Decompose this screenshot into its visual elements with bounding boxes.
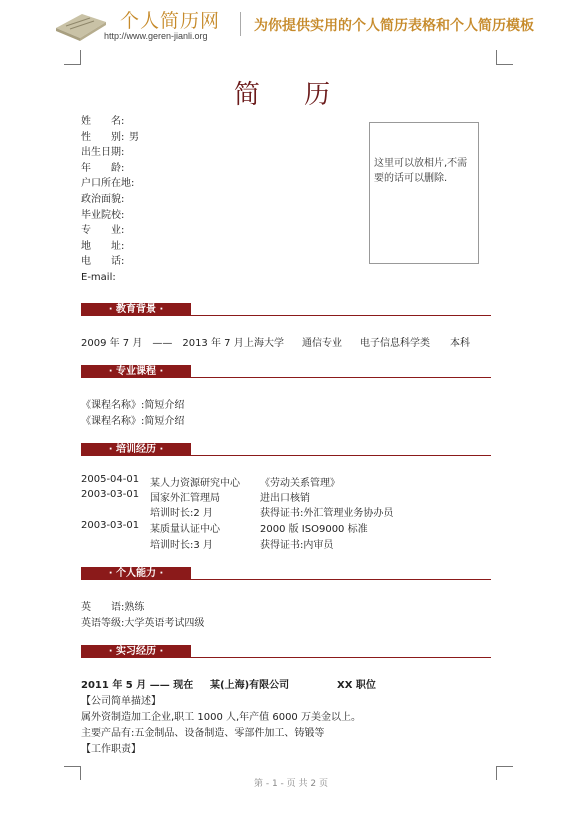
section-skills <box>81 566 491 580</box>
training-content: 进出口核销 <box>260 493 310 504</box>
training-org: 某质量认证中心 <box>150 524 220 535</box>
info-row-political: 政治面貌: <box>81 193 125 205</box>
training-duration: 培训时长:3 月 <box>150 540 213 551</box>
course-item: 《课程名称》:简短介绍 <box>81 400 185 411</box>
photo-note: 这里可以放相片,不需要的话可以删除. <box>374 158 468 184</box>
internship-line: 属外资制造加工企业,职工 1000 人,年产值 6000 万美金以上。 <box>81 712 361 723</box>
section-internship <box>81 644 491 658</box>
education-degree: 本科 <box>450 338 470 349</box>
training-duration: 培训时长:2 月 <box>150 508 213 519</box>
info-row-phone: 电 话: <box>81 256 125 268</box>
internship-company: 某(上海)有限公司 <box>210 680 290 691</box>
site-slogan: 为你提供实用的个人简历表格和个人简历模板 <box>254 18 534 34</box>
info-row-school: 毕业院校: <box>81 209 125 221</box>
education-school: 上海大学 <box>244 338 284 349</box>
skill-item: 英语等级:大学英语考试四级 <box>81 618 205 629</box>
personal-info <box>81 114 139 286</box>
page-number: 第 - 1 - 页 共 2 页 <box>254 779 328 789</box>
internship-line: 【公司简单描述】 <box>81 696 161 707</box>
crop-mark <box>496 766 513 767</box>
training-content: 《劳动关系管理》 <box>260 478 340 489</box>
training-date: 2005-04-01 <box>81 474 140 485</box>
section-education <box>81 302 491 316</box>
training-org: 国家外汇管理局 <box>150 493 220 504</box>
crop-mark <box>64 64 81 65</box>
crop-mark <box>496 50 497 64</box>
training-content: 2000 版 ISO9000 标准 <box>260 524 368 535</box>
info-row-address: 地 址: <box>81 240 125 252</box>
education-major: 通信专业 <box>302 338 342 349</box>
skill-item: 英 语:熟练 <box>81 602 145 613</box>
section-training <box>81 442 491 456</box>
crop-mark <box>64 766 81 767</box>
section-courses-title: · 专业课程 · <box>81 365 191 378</box>
photo-box[interactable] <box>369 122 479 264</box>
site-logo <box>52 6 110 42</box>
internship-period: 2011 年 5 月 —— 现在 <box>81 680 194 691</box>
internship-position: XX 职位 <box>337 680 376 691</box>
site-url[interactable]: http://www.geren-jianli.org <box>104 31 208 41</box>
document-title: 简 历 <box>233 80 349 110</box>
info-row-birthdate: 出生日期: <box>81 147 125 159</box>
section-skills-title: · 个人能力 · <box>81 567 191 580</box>
internship-line: 主要产品有:五金制品、设备制造、零部件加工、铸锻等 <box>81 728 325 739</box>
header-divider <box>240 12 241 36</box>
section-internship-title: · 实习经历 · <box>81 645 191 658</box>
info-row-hukou: 户口所在地: <box>81 178 135 190</box>
crop-mark <box>496 64 513 65</box>
education-dept: 电子信息科学类 <box>360 338 430 349</box>
site-name: 个人简历网 <box>120 10 221 32</box>
info-row-email: E-mail: <box>81 271 116 283</box>
section-courses <box>81 364 491 378</box>
training-certificate: 获得证书:外汇管理业务协办员 <box>260 508 394 519</box>
section-training-title: · 培训经历 · <box>81 443 191 456</box>
info-row-age: 年 龄: <box>81 162 125 174</box>
section-education-title: · 教育背景 · <box>81 303 191 316</box>
info-row-major: 专 业: <box>81 225 125 237</box>
info-row-gender: 性 别: 男 <box>81 131 139 143</box>
education-period: 2009 年 7 月 —— 2013 年 7 月 <box>81 338 244 349</box>
crop-mark <box>80 50 81 64</box>
info-row-name: 姓 名: <box>81 116 125 127</box>
internship-line: 【工作职责】 <box>81 744 141 755</box>
training-date: 2003-03-01 <box>81 489 140 500</box>
training-date: 2003-03-01 <box>81 520 140 531</box>
training-certificate: 获得证书:内审员 <box>260 540 334 551</box>
training-org: 某人力资源研究中心 <box>150 478 240 489</box>
course-item: 《课程名称》:简短介绍 <box>81 416 185 427</box>
